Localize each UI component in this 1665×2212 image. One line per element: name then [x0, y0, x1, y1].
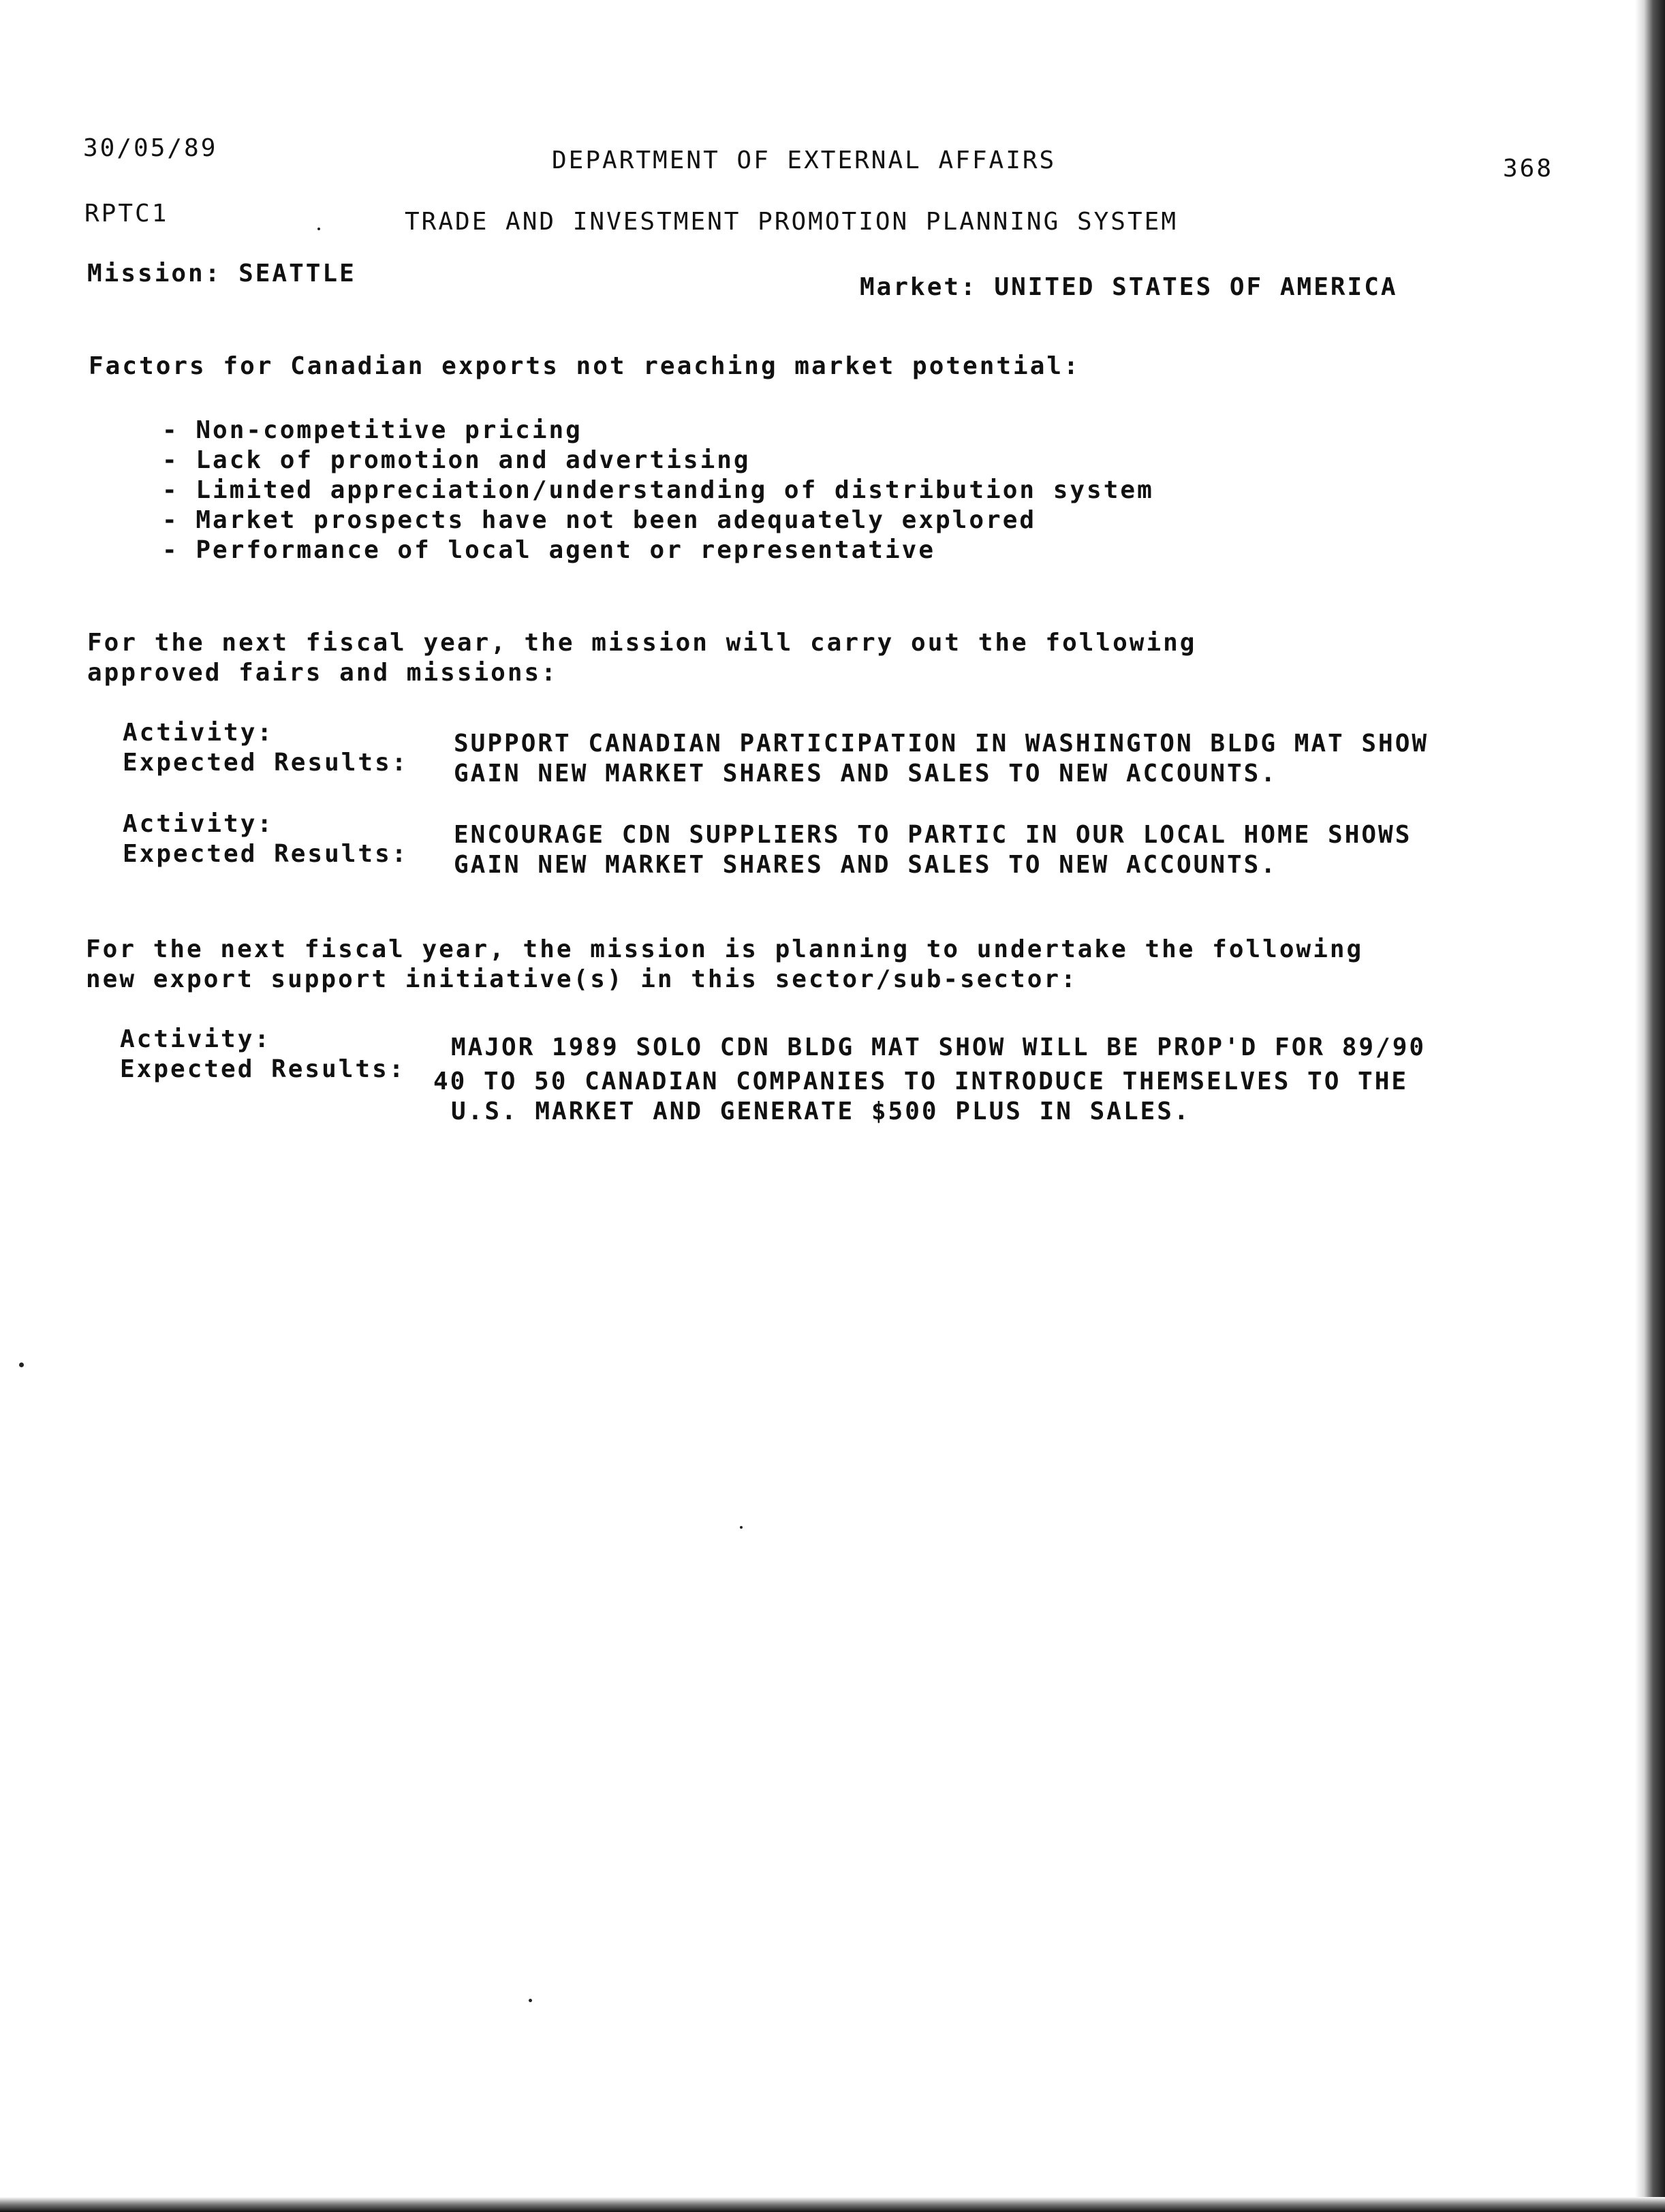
scan-speck: [740, 1526, 743, 1529]
mission-label: Mission: SEATTLE: [87, 260, 356, 287]
expected-results-text: 40 TO 50 CANADIAN COMPANIES TO INTRODUCE THEMSELVES TO THE: [433, 1068, 1409, 1095]
factor-item: - Market prospects have not been adequately explored: [162, 506, 1037, 534]
report-code: RPTC1: [84, 200, 169, 228]
approved-intro-line1: For the next fiscal year, the mission will carry out the following: [87, 629, 1197, 657]
expected-results-label: Expected Results:: [123, 749, 409, 777]
activity-text: ENCOURAGE CDN SUPPLIERS TO PARTIC IN OUR LOCAL HOME SHOWS: [454, 821, 1412, 849]
factors-heading: Factors for Canadian exports not reaching market potential:: [89, 352, 1080, 380]
initiatives-intro-line2: new export support initiative(s) in this sector/sub-sector:: [86, 965, 1078, 993]
expected-results-label: Expected Results:: [123, 840, 409, 868]
expected-results-text: GAIN NEW MARKET SHARES AND SALES TO NEW ACCOUNTS.: [454, 760, 1278, 788]
approved-intro-line2: approved fairs and missions:: [87, 659, 558, 687]
scan-speck: [19, 1362, 24, 1367]
activity-label: Activity:: [123, 810, 275, 838]
report-date: 30/05/89: [83, 134, 218, 162]
factor-item: - Performance of local agent or representative: [162, 536, 935, 564]
expected-results-text: U.S. MARKET AND GENERATE $500 PLUS IN SALES.: [451, 1097, 1191, 1125]
system-name: TRADE AND INVESTMENT PROMOTION PLANNING SYSTEM: [405, 208, 1178, 236]
factor-item: - Lack of promotion and advertising: [162, 446, 751, 474]
scan-edge-right: [1635, 0, 1665, 2212]
scan-speck: [529, 1999, 532, 2002]
initiatives-intro-line1: For the next fiscal year, the mission is planning to undertake the following: [86, 935, 1364, 963]
factor-item: - Non-competitive pricing: [162, 416, 582, 444]
page-number: 368: [1503, 155, 1554, 183]
activity-label: Activity:: [123, 719, 275, 747]
scan-speck: [317, 228, 320, 230]
department-title: DEPARTMENT OF EXTERNAL AFFAIRS: [552, 146, 1057, 174]
activity-label: Activity:: [120, 1025, 272, 1053]
factor-item: - Limited appreciation/understanding of distribution system: [162, 476, 1154, 504]
market-label: Market: UNITED STATES OF AMERICA: [860, 273, 1398, 301]
expected-results-text: GAIN NEW MARKET SHARES AND SALES TO NEW ACCOUNTS.: [454, 851, 1278, 879]
expected-results-label: Expected Results:: [120, 1055, 406, 1083]
activity-text: MAJOR 1989 SOLO CDN BLDG MAT SHOW WILL BE PROP'D FOR 89/90: [451, 1033, 1427, 1061]
activity-text: SUPPORT CANADIAN PARTICIPATION IN WASHINGTON BLDG MAT SHOW: [454, 730, 1429, 758]
scan-edge-bottom: [0, 2197, 1665, 2212]
